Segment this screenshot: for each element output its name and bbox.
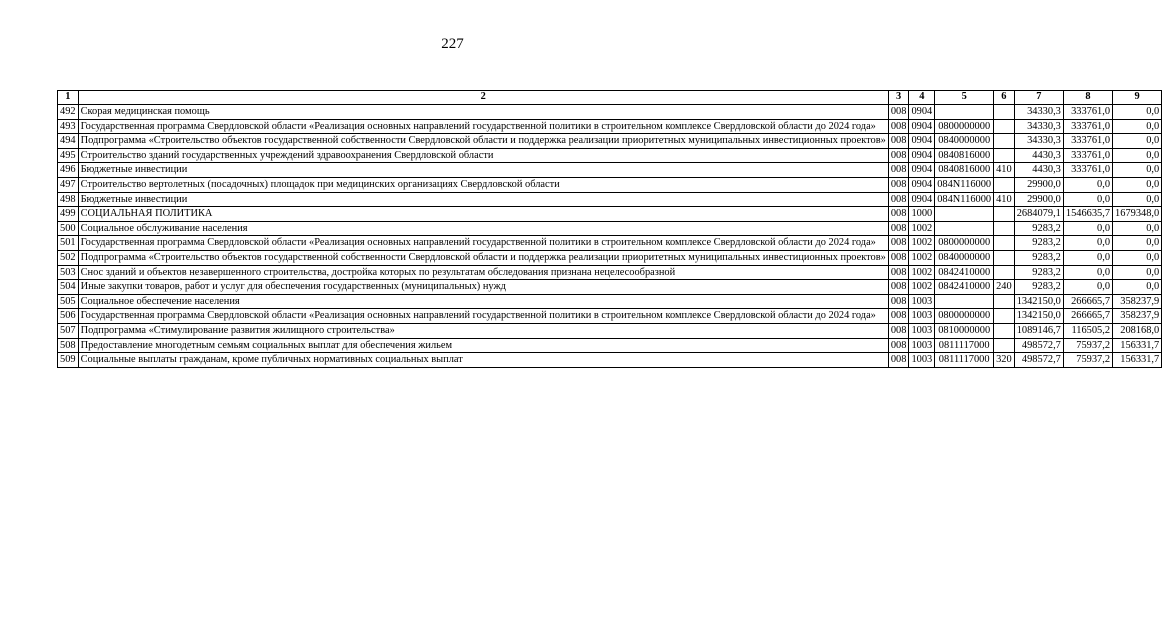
header-cell: 3 [888, 91, 909, 105]
code-ministry: 008 [888, 163, 909, 178]
code-target: 0840000000 [935, 250, 994, 265]
row-number: 501 [58, 236, 79, 251]
code-section: 1002 [909, 221, 935, 236]
row-number: 494 [58, 134, 79, 149]
code-target: 0840816000 [935, 163, 994, 178]
amount-col9: 0,0 [1113, 221, 1162, 236]
table-row [58, 105, 1162, 120]
code-target [935, 207, 994, 222]
code-section: 0904 [909, 119, 935, 134]
code-section: 1002 [909, 280, 935, 295]
code-target: 084N116000 [935, 177, 994, 192]
code-expense-type [994, 338, 1015, 353]
table-row [58, 353, 1162, 368]
row-number: 505 [58, 294, 79, 309]
header-cell: 1 [58, 91, 79, 105]
code-expense-type [994, 105, 1015, 120]
amount-col7: 29900,0 [1014, 192, 1063, 207]
amount-col8: 116505,2 [1063, 323, 1112, 338]
table-row [58, 323, 1162, 338]
amount-col7: 9283,2 [1014, 236, 1063, 251]
code-section: 0904 [909, 192, 935, 207]
amount-col9: 0,0 [1113, 192, 1162, 207]
row-name: СОЦИАЛЬНАЯ ПОЛИТИКА [78, 207, 888, 222]
row-number: 509 [58, 353, 79, 368]
page-number: 227 [441, 36, 464, 52]
code-target: 0842410000 [935, 265, 994, 280]
code-section: 1003 [909, 309, 935, 324]
code-section: 1002 [909, 250, 935, 265]
amount-col7: 2684079,1 [1014, 207, 1063, 222]
row-name: Бюджетные инвестиции [78, 163, 888, 178]
row-name: Подпрограмма «Строительство объектов государственной собственности Свердловской области и поддержка реализации приоритетных муниципальных инвестиционных проектов» [78, 250, 888, 265]
amount-col7: 9283,2 [1014, 280, 1063, 295]
code-ministry: 008 [888, 207, 909, 222]
table-row [58, 294, 1162, 309]
table-row [58, 221, 1162, 236]
code-target: 0811117000 [935, 353, 994, 368]
amount-col9: 0,0 [1113, 163, 1162, 178]
row-name: Строительство вертолетных (посадочных) площадок при медицинских организациях Свердловской области [78, 177, 888, 192]
row-number: 500 [58, 221, 79, 236]
code-section: 1003 [909, 294, 935, 309]
code-target: 084N116000 [935, 192, 994, 207]
row-number: 493 [58, 119, 79, 134]
code-target [935, 221, 994, 236]
row-number: 498 [58, 192, 79, 207]
row-name: Социальное обеспечение населения [78, 294, 888, 309]
row-name: Государственная программа Свердловской области «Реализация основных направлений государственной политики в строительном комплексе Свердловской области до 2024 года» [78, 119, 888, 134]
amount-col8: 75937,2 [1063, 353, 1112, 368]
row-number: 502 [58, 250, 79, 265]
row-number: 497 [58, 177, 79, 192]
table-row [58, 134, 1162, 149]
amount-col8: 0,0 [1063, 250, 1112, 265]
amount-col8: 333761,0 [1063, 105, 1112, 120]
amount-col8: 0,0 [1063, 221, 1112, 236]
amount-col7: 498572,7 [1014, 353, 1063, 368]
header-cell: 2 [78, 91, 888, 105]
amount-col7: 9283,2 [1014, 250, 1063, 265]
row-name: Скорая медицинская помощь [78, 105, 888, 120]
code-ministry: 008 [888, 338, 909, 353]
code-expense-type [994, 119, 1015, 134]
row-name: Предоставление многодетным семьям социальных выплат для обеспечения жильем [78, 338, 888, 353]
code-expense-type: 240 [994, 280, 1015, 295]
table-row [58, 338, 1162, 353]
amount-col9: 0,0 [1113, 148, 1162, 163]
header-cell: 6 [994, 91, 1015, 105]
amount-col8: 333761,0 [1063, 119, 1112, 134]
row-name: Подпрограмма «Строительство объектов государственной собственности Свердловской области и поддержка реализации приоритетных муниципальных инвестиционных проектов» [78, 134, 888, 149]
amount-col9: 156331,7 [1113, 338, 1162, 353]
amount-col9: 0,0 [1113, 265, 1162, 280]
amount-col8: 75937,2 [1063, 338, 1112, 353]
amount-col7: 34330,3 [1014, 105, 1063, 120]
amount-col8: 0,0 [1063, 265, 1112, 280]
header-cell: 9 [1113, 91, 1162, 105]
header-cell: 4 [909, 91, 935, 105]
code-expense-type [994, 250, 1015, 265]
amount-col8: 333761,0 [1063, 134, 1112, 149]
amount-col8: 333761,0 [1063, 148, 1112, 163]
code-expense-type: 320 [994, 353, 1015, 368]
row-number: 507 [58, 323, 79, 338]
code-section: 0904 [909, 148, 935, 163]
code-ministry: 008 [888, 221, 909, 236]
row-name: Государственная программа Свердловской области «Реализация основных направлений государственной политики в строительном комплексе Свердловской области до 2024 года» [78, 309, 888, 324]
amount-col7: 4430,3 [1014, 148, 1063, 163]
amount-col9: 358237,9 [1113, 294, 1162, 309]
table-row [58, 236, 1162, 251]
amount-col9: 1679348,0 [1113, 207, 1162, 222]
amount-col8: 333761,0 [1063, 163, 1112, 178]
row-number: 492 [58, 105, 79, 120]
amount-col9: 0,0 [1113, 236, 1162, 251]
code-target [935, 105, 994, 120]
header-cell: 8 [1063, 91, 1112, 105]
table-row [58, 192, 1162, 207]
row-number: 504 [58, 280, 79, 295]
code-section: 1002 [909, 265, 935, 280]
row-number: 499 [58, 207, 79, 222]
amount-col9: 156331,7 [1113, 353, 1162, 368]
code-section: 0904 [909, 163, 935, 178]
code-expense-type: 410 [994, 163, 1015, 178]
code-target [935, 294, 994, 309]
row-name: Бюджетные инвестиции [78, 192, 888, 207]
row-number: 495 [58, 148, 79, 163]
row-number: 503 [58, 265, 79, 280]
code-expense-type [994, 134, 1015, 149]
amount-col7: 1089146,7 [1014, 323, 1063, 338]
budget-table [57, 90, 1162, 368]
amount-col8: 0,0 [1063, 236, 1112, 251]
row-name: Подпрограмма «Стимулирование развития жилищного строительства» [78, 323, 888, 338]
row-name: Строительство зданий государственных учреждений здравоохранения Свердловской области [78, 148, 888, 163]
code-target: 0842410000 [935, 280, 994, 295]
row-name: Иные закупки товаров, работ и услуг для обеспечения государственных (муниципальных) нужд [78, 280, 888, 295]
code-section: 1000 [909, 207, 935, 222]
amount-col7: 34330,3 [1014, 119, 1063, 134]
amount-col9: 358237,9 [1113, 309, 1162, 324]
row-name: Социальное обслуживание населения [78, 221, 888, 236]
table-row [58, 280, 1162, 295]
table-row [58, 163, 1162, 178]
code-ministry: 008 [888, 236, 909, 251]
amount-col8: 0,0 [1063, 280, 1112, 295]
table-row [58, 265, 1162, 280]
code-ministry: 008 [888, 148, 909, 163]
code-ministry: 008 [888, 265, 909, 280]
code-ministry: 008 [888, 353, 909, 368]
amount-col7: 1342150,0 [1014, 294, 1063, 309]
code-target: 0800000000 [935, 309, 994, 324]
table-body [58, 105, 1162, 368]
amount-col9: 0,0 [1113, 280, 1162, 295]
code-section: 1002 [909, 236, 935, 251]
code-ministry: 008 [888, 192, 909, 207]
table-row [58, 207, 1162, 222]
code-expense-type [994, 294, 1015, 309]
code-target: 0800000000 [935, 236, 994, 251]
code-ministry: 008 [888, 119, 909, 134]
header-cell: 5 [935, 91, 994, 105]
row-number: 496 [58, 163, 79, 178]
code-expense-type [994, 177, 1015, 192]
amount-col8: 0,0 [1063, 192, 1112, 207]
header-cell: 7 [1014, 91, 1063, 105]
code-ministry: 008 [888, 250, 909, 265]
table-row [58, 148, 1162, 163]
code-expense-type [994, 309, 1015, 324]
row-name: Снос зданий и объектов незавершенного строительства, достройка которых по результатам обследования признана нецелесообразной [78, 265, 888, 280]
amount-col8: 266665,7 [1063, 294, 1112, 309]
code-expense-type [994, 207, 1015, 222]
code-ministry: 008 [888, 105, 909, 120]
code-target: 0810000000 [935, 323, 994, 338]
table-row [58, 250, 1162, 265]
amount-col9: 0,0 [1113, 119, 1162, 134]
code-ministry: 008 [888, 323, 909, 338]
row-name: Государственная программа Свердловской области «Реализация основных направлений государственной политики в строительном комплексе Свердловской области до 2024 года» [78, 236, 888, 251]
code-expense-type [994, 221, 1015, 236]
table-row [58, 119, 1162, 134]
row-number: 506 [58, 309, 79, 324]
code-expense-type: 410 [994, 192, 1015, 207]
amount-col8: 0,0 [1063, 177, 1112, 192]
code-target: 0811117000 [935, 338, 994, 353]
row-name: Социальные выплаты гражданам, кроме публичных нормативных социальных выплат [78, 353, 888, 368]
code-section: 0904 [909, 177, 935, 192]
code-section: 1003 [909, 323, 935, 338]
code-expense-type [994, 323, 1015, 338]
amount-col9: 0,0 [1113, 250, 1162, 265]
amount-col7: 498572,7 [1014, 338, 1063, 353]
row-number: 508 [58, 338, 79, 353]
header-row [58, 91, 1162, 105]
code-ministry: 008 [888, 309, 909, 324]
table-row [58, 309, 1162, 324]
amount-col7: 34330,3 [1014, 134, 1063, 149]
code-expense-type [994, 148, 1015, 163]
code-section: 0904 [909, 105, 935, 120]
amount-col9: 0,0 [1113, 105, 1162, 120]
code-expense-type [994, 265, 1015, 280]
code-target: 0800000000 [935, 119, 994, 134]
amount-col8: 266665,7 [1063, 309, 1112, 324]
code-ministry: 008 [888, 294, 909, 309]
amount-col9: 0,0 [1113, 177, 1162, 192]
amount-col7: 1342150,0 [1014, 309, 1063, 324]
amount-col7: 4430,3 [1014, 163, 1063, 178]
code-ministry: 008 [888, 177, 909, 192]
code-section: 0904 [909, 134, 935, 149]
amount-col7: 9283,2 [1014, 221, 1063, 236]
code-expense-type [994, 236, 1015, 251]
amount-col9: 208168,0 [1113, 323, 1162, 338]
code-section: 1003 [909, 338, 935, 353]
code-section: 1003 [909, 353, 935, 368]
code-target: 0840000000 [935, 134, 994, 149]
amount-col8: 1546635,7 [1063, 207, 1112, 222]
amount-col7: 29900,0 [1014, 177, 1063, 192]
code-ministry: 008 [888, 134, 909, 149]
amount-col7: 9283,2 [1014, 265, 1063, 280]
code-target: 0840816000 [935, 148, 994, 163]
amount-col9: 0,0 [1113, 134, 1162, 149]
code-ministry: 008 [888, 280, 909, 295]
table-row [58, 177, 1162, 192]
